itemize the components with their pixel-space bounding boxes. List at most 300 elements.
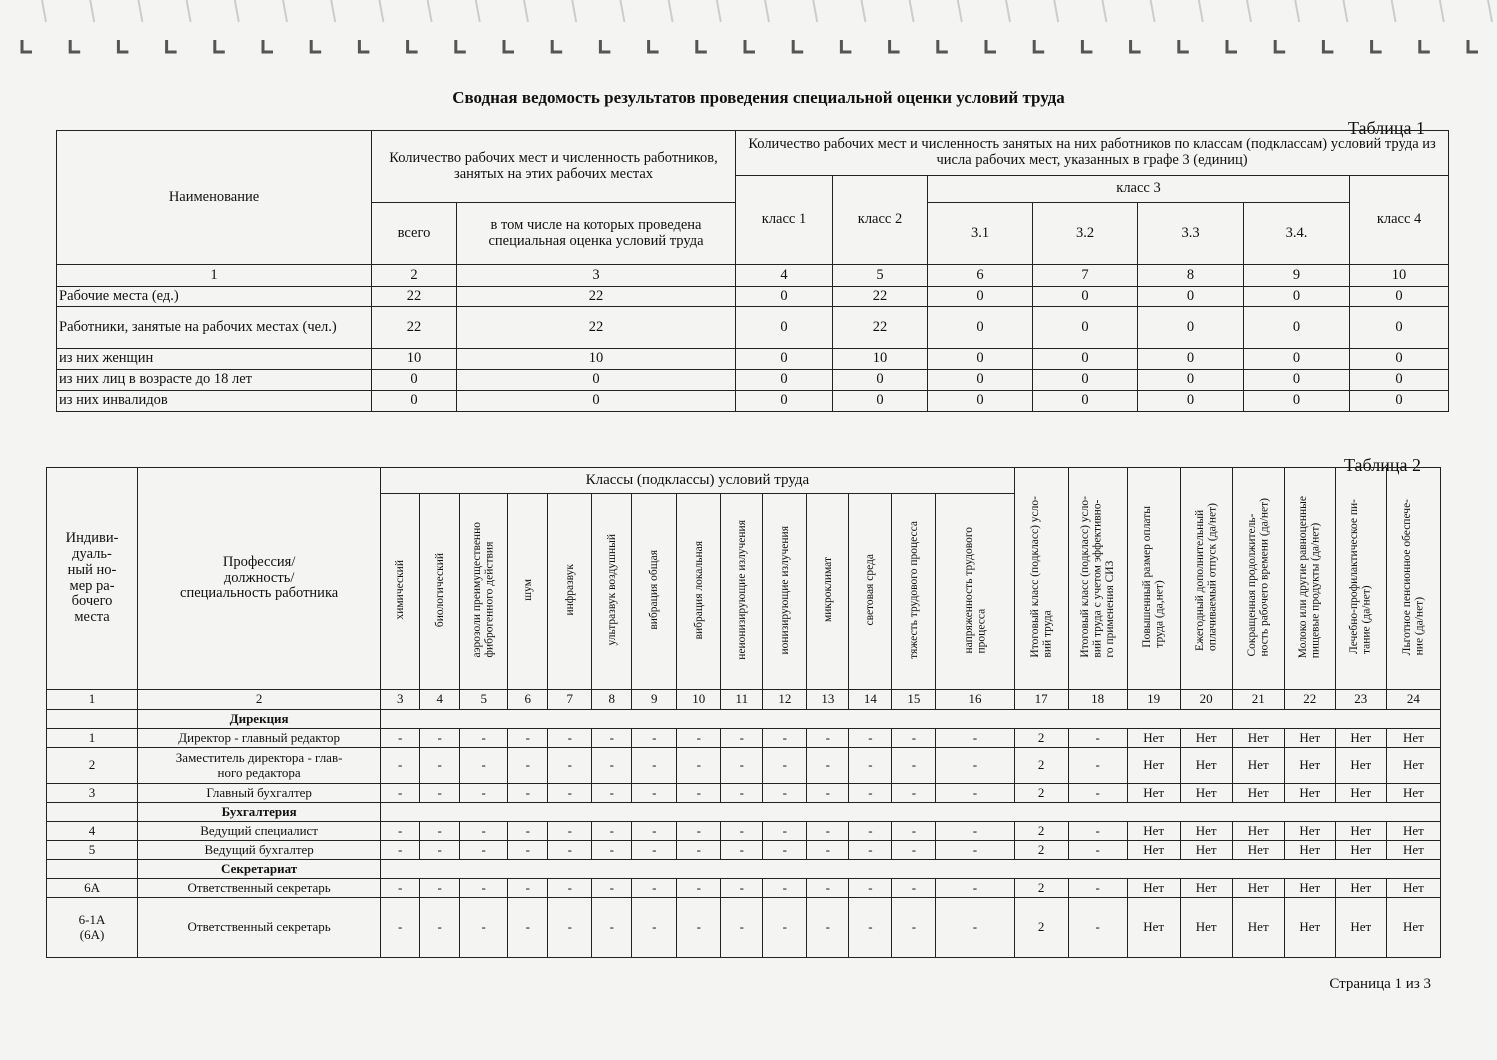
final-class-header xyxy=(1014,468,1068,690)
benefit-value: Нет xyxy=(1284,748,1335,784)
column-number: 6 xyxy=(508,690,548,710)
cell-value: 0 xyxy=(1244,307,1350,349)
factor-value: - xyxy=(677,748,721,784)
binding-ring xyxy=(504,40,514,52)
binding-ring xyxy=(1179,40,1189,52)
binding-ring xyxy=(649,40,659,52)
binding-wire xyxy=(1343,0,1347,22)
profession-header: Профессия/ должность/ специальность работника xyxy=(138,468,381,690)
factor-header-text: напряженность трудового процесса xyxy=(962,526,987,654)
class33-header: 3.3 xyxy=(1138,203,1244,265)
binding-ring xyxy=(359,40,369,52)
factor-value: - xyxy=(721,841,763,860)
workplace-row xyxy=(47,729,1441,748)
factor-value: - xyxy=(381,879,420,898)
workplace-row xyxy=(47,841,1441,860)
binding-ring xyxy=(1468,40,1478,52)
factor-value: - xyxy=(632,879,677,898)
factor-value: - xyxy=(677,879,721,898)
benefit-value: Нет xyxy=(1284,822,1335,841)
column-number: 1 xyxy=(47,690,138,710)
binding-ring xyxy=(263,40,273,52)
factor-value: - xyxy=(592,898,632,958)
factor-value: - xyxy=(721,879,763,898)
classes-group-header: Классы (подклассы) условий труда xyxy=(381,468,1014,494)
class2-header: класс 2 xyxy=(833,176,928,265)
factor-value: - xyxy=(936,898,1014,958)
binding-wire xyxy=(669,0,673,22)
factor-value: - xyxy=(460,841,508,860)
cell-value: 0 xyxy=(928,349,1033,370)
factor-value: - xyxy=(548,879,592,898)
factor-header-text: ультразвук воздушный xyxy=(605,534,618,646)
reduced-time-header-text: Сокращенная продолжитель- ность рабочего времени (да/нет) xyxy=(1245,497,1271,657)
binding-wire xyxy=(1440,0,1444,22)
row-name: Рабочие места (ед.) xyxy=(57,287,372,307)
final-class-value: 2 xyxy=(1014,841,1068,860)
classes-group-header: Количество рабочих мест и численность занятых на них работников по классам (подклассам) условий труда из числа рабочих мест, указанных в графе 3 (единиц) xyxy=(736,131,1449,176)
binding-ring xyxy=(22,40,32,52)
benefit-value: Нет xyxy=(1180,879,1232,898)
benefit-value: Нет xyxy=(1335,784,1386,803)
factor-value: - xyxy=(460,898,508,958)
row-name: из них женщин xyxy=(57,349,372,370)
benefit-value: Нет xyxy=(1386,784,1440,803)
class1-header: класс 1 xyxy=(736,176,833,265)
factor-header-text: тяжесть трудового процесса xyxy=(907,520,920,659)
benefit-value: Нет xyxy=(1127,822,1180,841)
binding-wire xyxy=(1151,0,1155,22)
final-class-value: 2 xyxy=(1014,748,1068,784)
factor-header xyxy=(508,494,548,690)
factor-value: - xyxy=(632,898,677,958)
factor-header xyxy=(632,494,677,690)
final-class-siz-value: - xyxy=(1068,784,1127,803)
factor-value: - xyxy=(721,784,763,803)
cell-value: 0 xyxy=(928,307,1033,349)
workplace-number: 5 xyxy=(47,841,138,860)
row-name: Работники, занятые на рабочих местах (чел.) xyxy=(57,307,372,349)
cell-value: 0 xyxy=(736,391,833,412)
benefit-value: Нет xyxy=(1127,729,1180,748)
benefit-value: Нет xyxy=(1127,748,1180,784)
col-name-header: Наименование xyxy=(57,131,372,265)
column-number: 16 xyxy=(936,690,1014,710)
factor-header-text: биологический xyxy=(433,552,446,627)
column-number: 6 xyxy=(928,265,1033,287)
benefit-value: Нет xyxy=(1180,841,1232,860)
factor-value: - xyxy=(508,879,548,898)
binding-wire xyxy=(1006,0,1010,22)
table1-label: Таблица 1 xyxy=(1348,118,1425,138)
factor-value: - xyxy=(763,879,807,898)
cell-value: 0 xyxy=(833,370,928,391)
benefit-value: Нет xyxy=(1232,879,1284,898)
reduced-time-header xyxy=(1232,468,1284,690)
workplace-table xyxy=(46,467,1441,958)
factor-value: - xyxy=(936,841,1014,860)
factor-header-text: вибрация общая xyxy=(648,550,661,630)
column-number: 7 xyxy=(1033,265,1138,287)
factor-header-text: аэрозоли преимущественно фиброгенного действия xyxy=(471,522,496,658)
count-group-header: Количество рабочих мест и численность работников, занятых на этих рабочих местах xyxy=(372,131,736,203)
benefit-value: Нет xyxy=(1180,822,1232,841)
binding-ring xyxy=(408,40,418,52)
factor-value: - xyxy=(892,879,936,898)
benefit-value: Нет xyxy=(1284,841,1335,860)
diet-header-text: Лечебно-профилактическое пи- тание (да/нет) xyxy=(1348,499,1373,655)
table2-label: Таблица 2 xyxy=(1344,455,1421,475)
table-row xyxy=(57,349,1449,370)
class32-header: 3.2 xyxy=(1033,203,1138,265)
benefit-value: Нет xyxy=(1386,898,1440,958)
row-name: из них инвалидов xyxy=(57,391,372,412)
column-number: 11 xyxy=(721,690,763,710)
column-number: 13 xyxy=(807,690,849,710)
table-row xyxy=(57,370,1449,391)
column-number: 4 xyxy=(736,265,833,287)
benefit-value: Нет xyxy=(1284,879,1335,898)
factor-value: - xyxy=(508,729,548,748)
factor-value: - xyxy=(936,729,1014,748)
final-class-siz-value: - xyxy=(1068,748,1127,784)
factor-value: - xyxy=(892,784,936,803)
cell-value: 22 xyxy=(457,307,736,349)
factor-header-text: химический xyxy=(393,560,406,620)
section-fill xyxy=(381,803,1441,822)
extra-leave-header-text: Ежегодный дополнительный оплачиваемый отпуск (да/нет) xyxy=(1193,502,1219,651)
binding-ring xyxy=(793,40,803,52)
binding-ring xyxy=(1227,40,1237,52)
profession-name: Главный бухгалтер xyxy=(138,784,381,803)
factor-value: - xyxy=(420,748,460,784)
cell-value: 22 xyxy=(833,307,928,349)
cell-value: 0 xyxy=(1138,391,1244,412)
benefit-value: Нет xyxy=(1232,841,1284,860)
binding-ring xyxy=(841,40,851,52)
workplace-number: 6-1А (6А) xyxy=(47,898,138,958)
milk-header-text: Молоко или другие равноценные пищевые продукты (да/нет) xyxy=(1297,495,1322,658)
cell-value: 0 xyxy=(736,287,833,307)
binding-ring xyxy=(1323,40,1333,52)
final-class-siz-value: - xyxy=(1068,879,1127,898)
summary-table xyxy=(56,130,1449,412)
factor-header-text: шум xyxy=(521,578,534,601)
column-number: 5 xyxy=(460,690,508,710)
factor-value: - xyxy=(807,898,849,958)
binding-wire xyxy=(1295,0,1299,22)
factor-value: - xyxy=(460,822,508,841)
binding-wire xyxy=(958,0,962,22)
factor-header-text: микроклимат xyxy=(821,557,834,623)
assessed-header: в том числе на которых проведена специальная оценка условий труда xyxy=(457,203,736,265)
section-name: Бухгалтерия xyxy=(138,803,381,822)
factor-value: - xyxy=(807,784,849,803)
column-number: 4 xyxy=(420,690,460,710)
benefit-value: Нет xyxy=(1232,748,1284,784)
cell-value: 0 xyxy=(1138,307,1244,349)
row-name: из них лиц в возрасте до 18 лет xyxy=(57,370,372,391)
cell-value: 0 xyxy=(372,370,457,391)
workplace-row xyxy=(47,822,1441,841)
column-number: 7 xyxy=(548,690,592,710)
factor-value: - xyxy=(460,784,508,803)
binding-ring xyxy=(745,40,755,52)
factor-value: - xyxy=(763,729,807,748)
factor-value: - xyxy=(381,841,420,860)
page-counter: Страница 1 из 3 xyxy=(1329,976,1431,992)
binding-wire xyxy=(1199,0,1203,22)
factor-value: - xyxy=(849,879,892,898)
binding-wire xyxy=(379,0,383,22)
factor-value: - xyxy=(936,784,1014,803)
column-number: 22 xyxy=(1284,690,1335,710)
column-number: 9 xyxy=(1244,265,1350,287)
factor-header xyxy=(420,494,460,690)
binding-ring xyxy=(1034,40,1044,52)
binding-ring xyxy=(1082,40,1092,52)
factor-value: - xyxy=(548,784,592,803)
binding-ring xyxy=(118,40,128,52)
binding-wire xyxy=(476,0,480,22)
binding-wire xyxy=(813,0,817,22)
factor-header-text: неионизирующие излучения xyxy=(735,519,748,660)
factor-value: - xyxy=(721,898,763,958)
benefit-value: Нет xyxy=(1335,822,1386,841)
factor-value: - xyxy=(892,841,936,860)
binding-ring xyxy=(215,40,225,52)
cell-value: 0 xyxy=(1244,287,1350,307)
factor-value: - xyxy=(892,898,936,958)
factor-value: - xyxy=(381,898,420,958)
binding-wire xyxy=(1054,0,1058,22)
factor-header xyxy=(677,494,721,690)
workplace-number: 1 xyxy=(47,729,138,748)
cell-value: 0 xyxy=(1033,391,1138,412)
profession-name: Директор - главный редактор xyxy=(138,729,381,748)
cell-value: 0 xyxy=(372,391,457,412)
factor-value: - xyxy=(548,822,592,841)
binding-wire xyxy=(42,0,46,22)
column-number: 9 xyxy=(632,690,677,710)
factor-header xyxy=(936,494,1014,690)
cell-value: 0 xyxy=(833,391,928,412)
binding-wire xyxy=(1102,0,1106,22)
column-number: 18 xyxy=(1068,690,1127,710)
factor-header xyxy=(892,494,936,690)
factor-value: - xyxy=(592,748,632,784)
binding-ring xyxy=(697,40,707,52)
binding-wire xyxy=(235,0,239,22)
class3-header: класс 3 xyxy=(928,176,1350,203)
factor-value: - xyxy=(460,729,508,748)
factor-value: - xyxy=(592,841,632,860)
column-number: 2 xyxy=(138,690,381,710)
profession-name: Ответственный секретарь xyxy=(138,879,381,898)
final-class-value: 2 xyxy=(1014,879,1068,898)
factor-value: - xyxy=(592,729,632,748)
binding-wire xyxy=(1392,0,1396,22)
binding-ring xyxy=(986,40,996,52)
document-title: Сводная ведомость результатов проведения специальной оценки условий труда xyxy=(452,88,1065,107)
profession-name: Ответственный секретарь xyxy=(138,898,381,958)
class31-header: 3.1 xyxy=(928,203,1033,265)
milk-header xyxy=(1284,468,1335,690)
column-number: 21 xyxy=(1232,690,1284,710)
column-number: 19 xyxy=(1127,690,1180,710)
factor-value: - xyxy=(592,879,632,898)
workplace-number: 2 xyxy=(47,748,138,784)
profession-name: Заместитель директора - глав- ного редактора xyxy=(138,748,381,784)
column-number: 15 xyxy=(892,690,936,710)
cell-value: 0 xyxy=(1138,349,1244,370)
column-number: 24 xyxy=(1386,690,1440,710)
factor-value: - xyxy=(632,822,677,841)
final-class-value: 2 xyxy=(1014,898,1068,958)
binding-spiral xyxy=(0,0,1497,60)
cell-value: 0 xyxy=(457,391,736,412)
column-number: 12 xyxy=(763,690,807,710)
factor-value: - xyxy=(592,784,632,803)
factor-value: - xyxy=(936,879,1014,898)
factor-value: - xyxy=(677,898,721,958)
benefit-value: Нет xyxy=(1232,784,1284,803)
cell-value: 22 xyxy=(457,287,736,307)
factor-value: - xyxy=(849,784,892,803)
factor-value: - xyxy=(508,748,548,784)
final-class-value: 2 xyxy=(1014,784,1068,803)
column-number: 1 xyxy=(57,265,372,287)
factor-value: - xyxy=(892,748,936,784)
factor-value: - xyxy=(508,822,548,841)
workplace-row xyxy=(47,898,1441,958)
benefit-value: Нет xyxy=(1232,898,1284,958)
factor-value: - xyxy=(936,822,1014,841)
binding-wire xyxy=(572,0,576,22)
binding-wire xyxy=(1247,0,1251,22)
factor-value: - xyxy=(420,784,460,803)
factor-value: - xyxy=(807,748,849,784)
binding-wire xyxy=(187,0,191,22)
binding-wire xyxy=(620,0,624,22)
final-class-value: 2 xyxy=(1014,822,1068,841)
binding-ring xyxy=(456,40,466,52)
cell-value: 0 xyxy=(1350,287,1449,307)
total-header: всего xyxy=(372,203,457,265)
factor-value: - xyxy=(632,729,677,748)
final-class-header-text: Итоговый класс (подкласс) усло- вий труда xyxy=(1028,496,1054,658)
factor-header xyxy=(460,494,508,690)
binding-wire xyxy=(428,0,432,22)
factor-value: - xyxy=(548,898,592,958)
binding-wire xyxy=(331,0,335,22)
section-row xyxy=(47,710,1441,729)
factor-value: - xyxy=(420,841,460,860)
cell-value: 0 xyxy=(928,370,1033,391)
cell-value: 0 xyxy=(1244,370,1350,391)
section-fill xyxy=(381,860,1441,879)
cell-value: 0 xyxy=(928,287,1033,307)
factor-header-text: световая среда xyxy=(864,554,877,626)
cell-value: 10 xyxy=(372,349,457,370)
final-class-siz-value: - xyxy=(1068,841,1127,860)
column-number: 10 xyxy=(1350,265,1449,287)
factor-value: - xyxy=(721,729,763,748)
factor-value: - xyxy=(849,841,892,860)
cell-value: 0 xyxy=(1033,349,1138,370)
section-spacer xyxy=(47,710,138,729)
factor-value: - xyxy=(892,729,936,748)
section-name: Секретариат xyxy=(138,860,381,879)
factor-value: - xyxy=(548,748,592,784)
section-spacer xyxy=(47,803,138,822)
extra-leave-header xyxy=(1180,468,1232,690)
column-number: 20 xyxy=(1180,690,1232,710)
cell-value: 0 xyxy=(736,349,833,370)
cell-value: 0 xyxy=(1033,370,1138,391)
benefit-value: Нет xyxy=(1335,841,1386,860)
column-number: 2 xyxy=(372,265,457,287)
binding-ring xyxy=(890,40,900,52)
factor-value: - xyxy=(420,898,460,958)
factor-value: - xyxy=(548,841,592,860)
benefit-value: Нет xyxy=(1127,841,1180,860)
table-row xyxy=(57,287,1449,307)
factor-header-text: ионизирующие излучения xyxy=(778,525,791,655)
benefit-value: Нет xyxy=(1232,822,1284,841)
factor-value: - xyxy=(508,898,548,958)
binding-ring xyxy=(167,40,177,52)
benefit-value: Нет xyxy=(1335,898,1386,958)
workplace-number: 3 xyxy=(47,784,138,803)
class4-header: класс 4 xyxy=(1350,176,1449,265)
binding-ring xyxy=(70,40,80,52)
cell-value: 0 xyxy=(1350,391,1449,412)
factor-value: - xyxy=(849,729,892,748)
binding-wire xyxy=(861,0,865,22)
factor-value: - xyxy=(381,784,420,803)
benefit-value: Нет xyxy=(1284,898,1335,958)
factor-value: - xyxy=(763,748,807,784)
factor-value: - xyxy=(677,784,721,803)
diet-header xyxy=(1335,468,1386,690)
factor-value: - xyxy=(849,898,892,958)
cell-value: 0 xyxy=(1244,349,1350,370)
factor-value: - xyxy=(460,879,508,898)
final-class-siz-header-text: Итоговый класс (подкласс) усло- вий труда с учетом эффективно- го применения СИЗ xyxy=(1079,496,1116,658)
binding-ring xyxy=(600,40,610,52)
column-number: 23 xyxy=(1335,690,1386,710)
benefit-value: Нет xyxy=(1180,784,1232,803)
benefit-value: Нет xyxy=(1386,879,1440,898)
pension-header xyxy=(1386,468,1440,690)
cell-value: 0 xyxy=(1033,307,1138,349)
column-number: 10 xyxy=(677,690,721,710)
higher-pay-header-text: Повышенный размер оплаты труда (да,нет) xyxy=(1141,506,1166,648)
binding-wire xyxy=(765,0,769,22)
factor-value: - xyxy=(807,841,849,860)
factor-value: - xyxy=(508,841,548,860)
binding-ring xyxy=(1131,40,1141,52)
final-class-siz-value: - xyxy=(1068,822,1127,841)
factor-value: - xyxy=(420,729,460,748)
section-name: Дирекция xyxy=(138,710,381,729)
factor-value: - xyxy=(892,822,936,841)
workplace-row xyxy=(47,784,1441,803)
binding-wire xyxy=(524,0,528,22)
factor-header xyxy=(548,494,592,690)
profession-name: Ведущий бухгалтер xyxy=(138,841,381,860)
